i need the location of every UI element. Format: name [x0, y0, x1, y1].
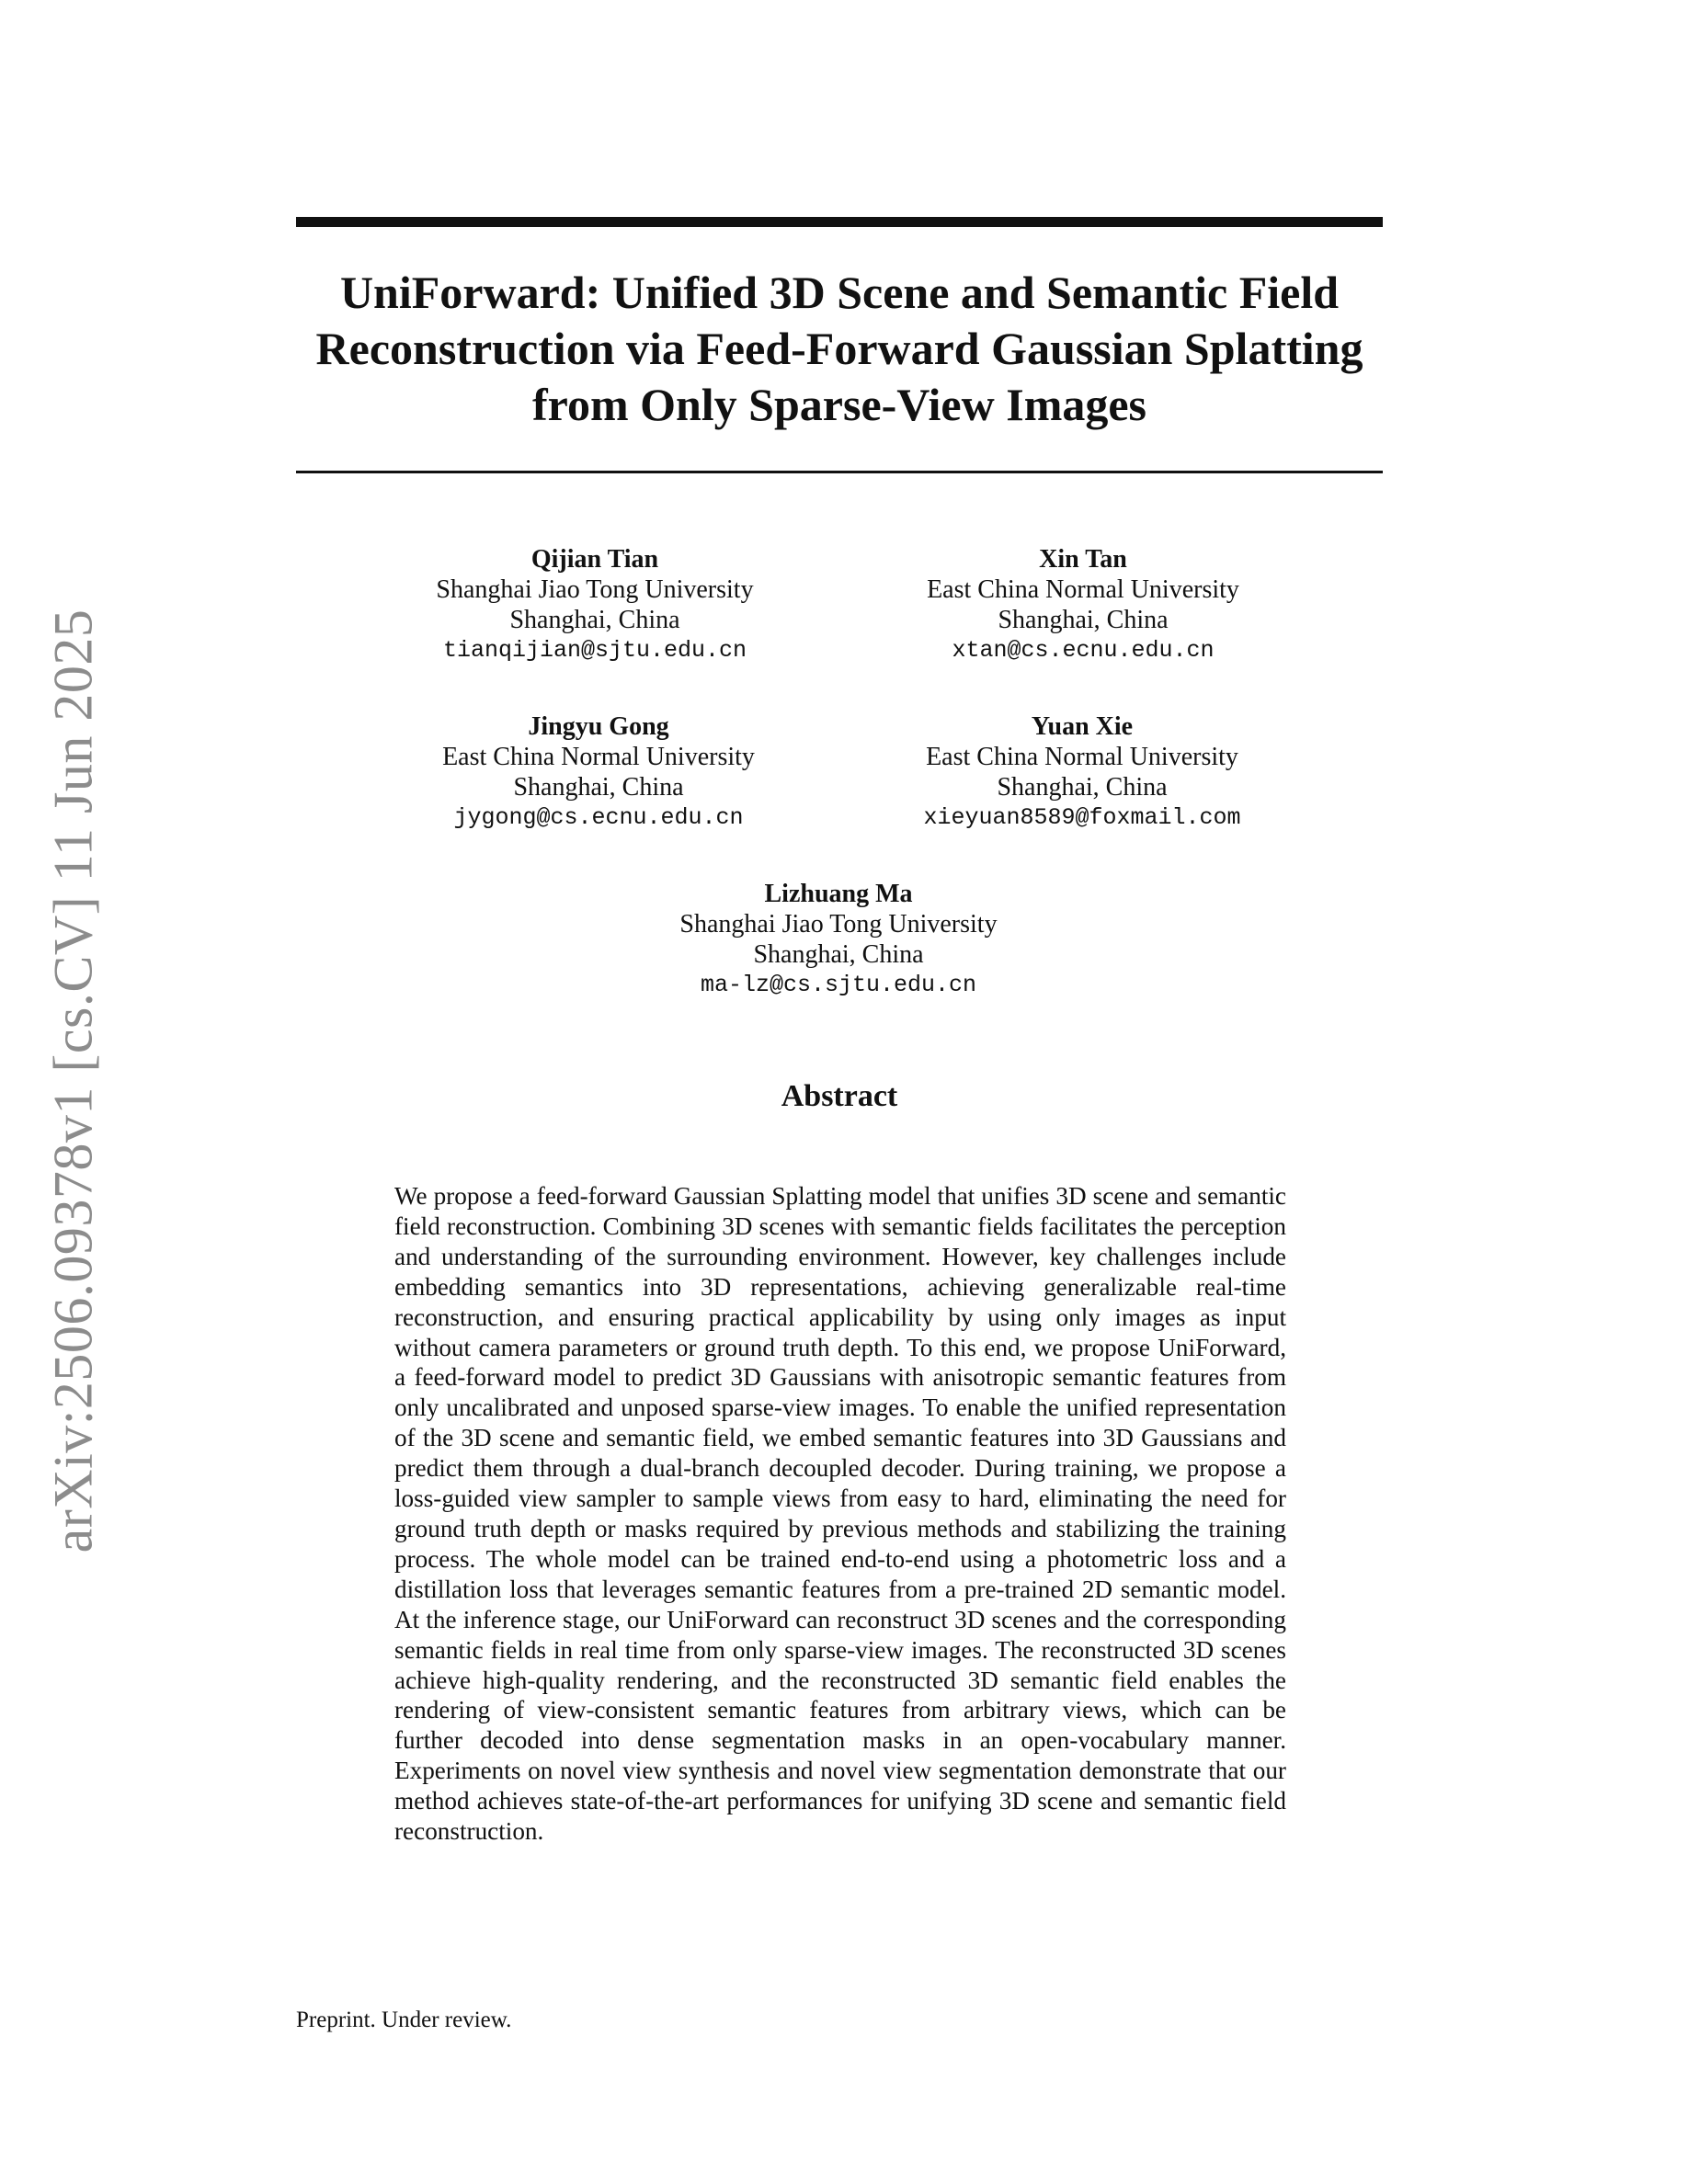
- title-bottom-rule: [296, 471, 1383, 473]
- abstract-heading: Abstract: [781, 1079, 898, 1113]
- paper-title: [296, 265, 1383, 433]
- author-name: Qijian Tian: [530, 545, 659, 574]
- author-name: Lizhuang Ma: [764, 880, 913, 908]
- title-line: Reconstruction via Feed-Forward Gaussian Splatting: [315, 323, 1363, 374]
- title-top-rule: [296, 217, 1383, 227]
- author-block: [337, 544, 852, 665]
- author-name: Yuan Xie: [1031, 712, 1134, 741]
- author-email: xtan@cs.ecnu.edu.cn: [952, 637, 1215, 664]
- author-affiliation: Shanghai Jiao Tong University: [679, 910, 998, 938]
- author-affiliation: Shanghai Jiao Tong University: [436, 575, 754, 604]
- author-email: ma-lz@cs.sjtu.edu.cn: [700, 972, 977, 998]
- title-line: from Only Sparse-View Images: [532, 379, 1146, 430]
- author-affiliation: East China Normal University: [927, 575, 1239, 604]
- author-affiliation: East China Normal University: [926, 743, 1238, 771]
- author-email: tianqijian@sjtu.edu.cn: [442, 637, 747, 664]
- arxiv-identifier: arXiv:2506.09378v1 [cs.CV] 11 Jun 2025: [42, 609, 104, 1553]
- author-location: Shanghai, China: [753, 940, 924, 969]
- abstract-text: We propose a feed-forward Gaussian Splatting model that unifies 3D scene and semantic field reconstruction. Combining 3D scenes with semantic fields facilitates the perception and understanding of the surrounding environment. However, key challenges include embedding semantics into 3D representations, achieving generalizable real-time reconstruction, and ensuring practical applicability by using only images as input without camera parameters or ground truth depth. To this end, we propose UniForward, a feed-forward model to predict 3D Gaussians with anisotropic semantic features from only uncalibrated and unposed sparse-view images. To enable the unified representation of the 3D scene and semantic field, we embed semantic features into 3D Gaussians and predict them through a dual-branch decoupled decoder. During training, we propose a loss-guided view sampler to sample views from easy to hard, eliminating the need for ground truth depth or masks required by previous methods and stabilizing the training process. The whole model can be trained end-to-end using a photometric loss and a distillation loss that leverages semantic features from a pre-trained 2D semantic model. At the inference stage, our UniForward can reconstruct 3D scenes and the corresponding semantic fields in real time from only sparse-view images. The reconstructed 3D scenes achieve high-quality rendering, and the reconstructed 3D semantic field enables the rendering of view-consistent semantic features from arbitrary views, which can be further decoded into dense segmentation masks in an open-vocabulary manner. Experiments on novel view synthesis and novel view segmentation demonstrate that our method achieves state-of-the-art performances for unifying 3D scene and semantic field reconstruction.: [394, 1182, 1286, 1846]
- author-email: jygong@cs.ecnu.edu.cn: [453, 804, 744, 831]
- author-name: Jingyu Gong: [528, 712, 669, 741]
- author-location: Shanghai, China: [997, 773, 1168, 802]
- author-affiliation: East China Normal University: [442, 743, 755, 771]
- author-block: [341, 711, 856, 833]
- author-block: [825, 711, 1340, 833]
- author-location: Shanghai, China: [513, 773, 684, 802]
- author-email: xieyuan8589@foxmail.com: [923, 804, 1241, 831]
- author-location: Shanghai, China: [998, 606, 1169, 634]
- author-block: [581, 879, 1096, 1000]
- author-location: Shanghai, China: [509, 606, 680, 634]
- author-block: [826, 544, 1340, 665]
- author-name: Xin Tan: [1039, 545, 1127, 574]
- title-line: UniForward: Unified 3D Scene and Semantic Field: [339, 267, 1340, 318]
- preprint-note: Preprint. Under review.: [296, 2008, 512, 2032]
